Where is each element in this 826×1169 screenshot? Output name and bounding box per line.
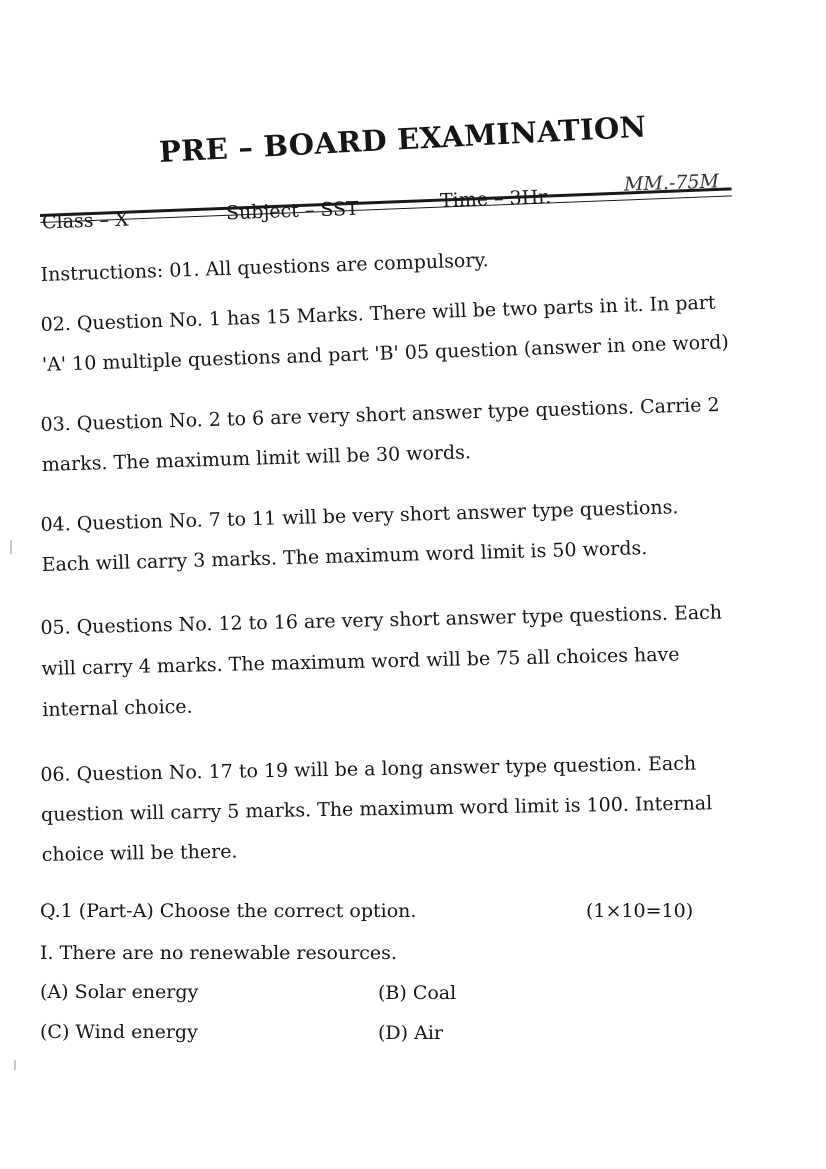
scan-mark [14, 1060, 16, 1070]
question-1-marks: (1×10=10) [586, 900, 694, 922]
option-c: (C) Wind energy [40, 1021, 198, 1043]
subject-label: Subject – SST [225, 197, 360, 225]
option-a: (A) Solar energy [40, 981, 199, 1003]
option-b: (B) Coal [378, 982, 457, 1004]
question-1-label: Q.1 (Part-A) Choose the correct option. [40, 900, 417, 922]
max-marks-label: MM.-75M [623, 170, 720, 196]
class-label: Class – X [41, 208, 129, 234]
question-1-item: I. There are no renewable resources. [40, 942, 397, 964]
option-d: (D) Air [378, 1022, 443, 1044]
exam-title: PRE – BOARD EXAMINATION [158, 109, 648, 169]
instruction-3: 03. Question No. 2 to 6 are very short answer type questions. Carrie 2 marks. The maximum limit will be 30 words. [40, 393, 720, 476]
instruction-6: 06. Question No. 17 to 19 will be a long answer type question. Each question will carry 5 marks. The maximum word limit is 100. Internal choice will be there. [40, 752, 713, 866]
header-divider [40, 187, 732, 223]
time-label: Time – 3Hr. [439, 186, 552, 212]
instruction-1: Instructions: 01. All questions are compulsory. [40, 249, 489, 286]
instruction-2: 02. Question No. 1 has 15 Marks. There will be two parts in it. In part 'A' 10 multiple questions and part 'B' 05 question (answer in one word) [40, 291, 730, 376]
instruction-5: 05. Questions No. 12 to 16 are very short answer type questions. Each will carry 4 marks. The maximum word will be 75 all choices have internal choice. [40, 601, 723, 721]
instruction-4: 04. Question No. 7 to 11 will be very short answer type questions. Each will carry 3 marks. The maximum word limit is 50 words. [40, 496, 679, 576]
scan-mark [10, 540, 12, 554]
